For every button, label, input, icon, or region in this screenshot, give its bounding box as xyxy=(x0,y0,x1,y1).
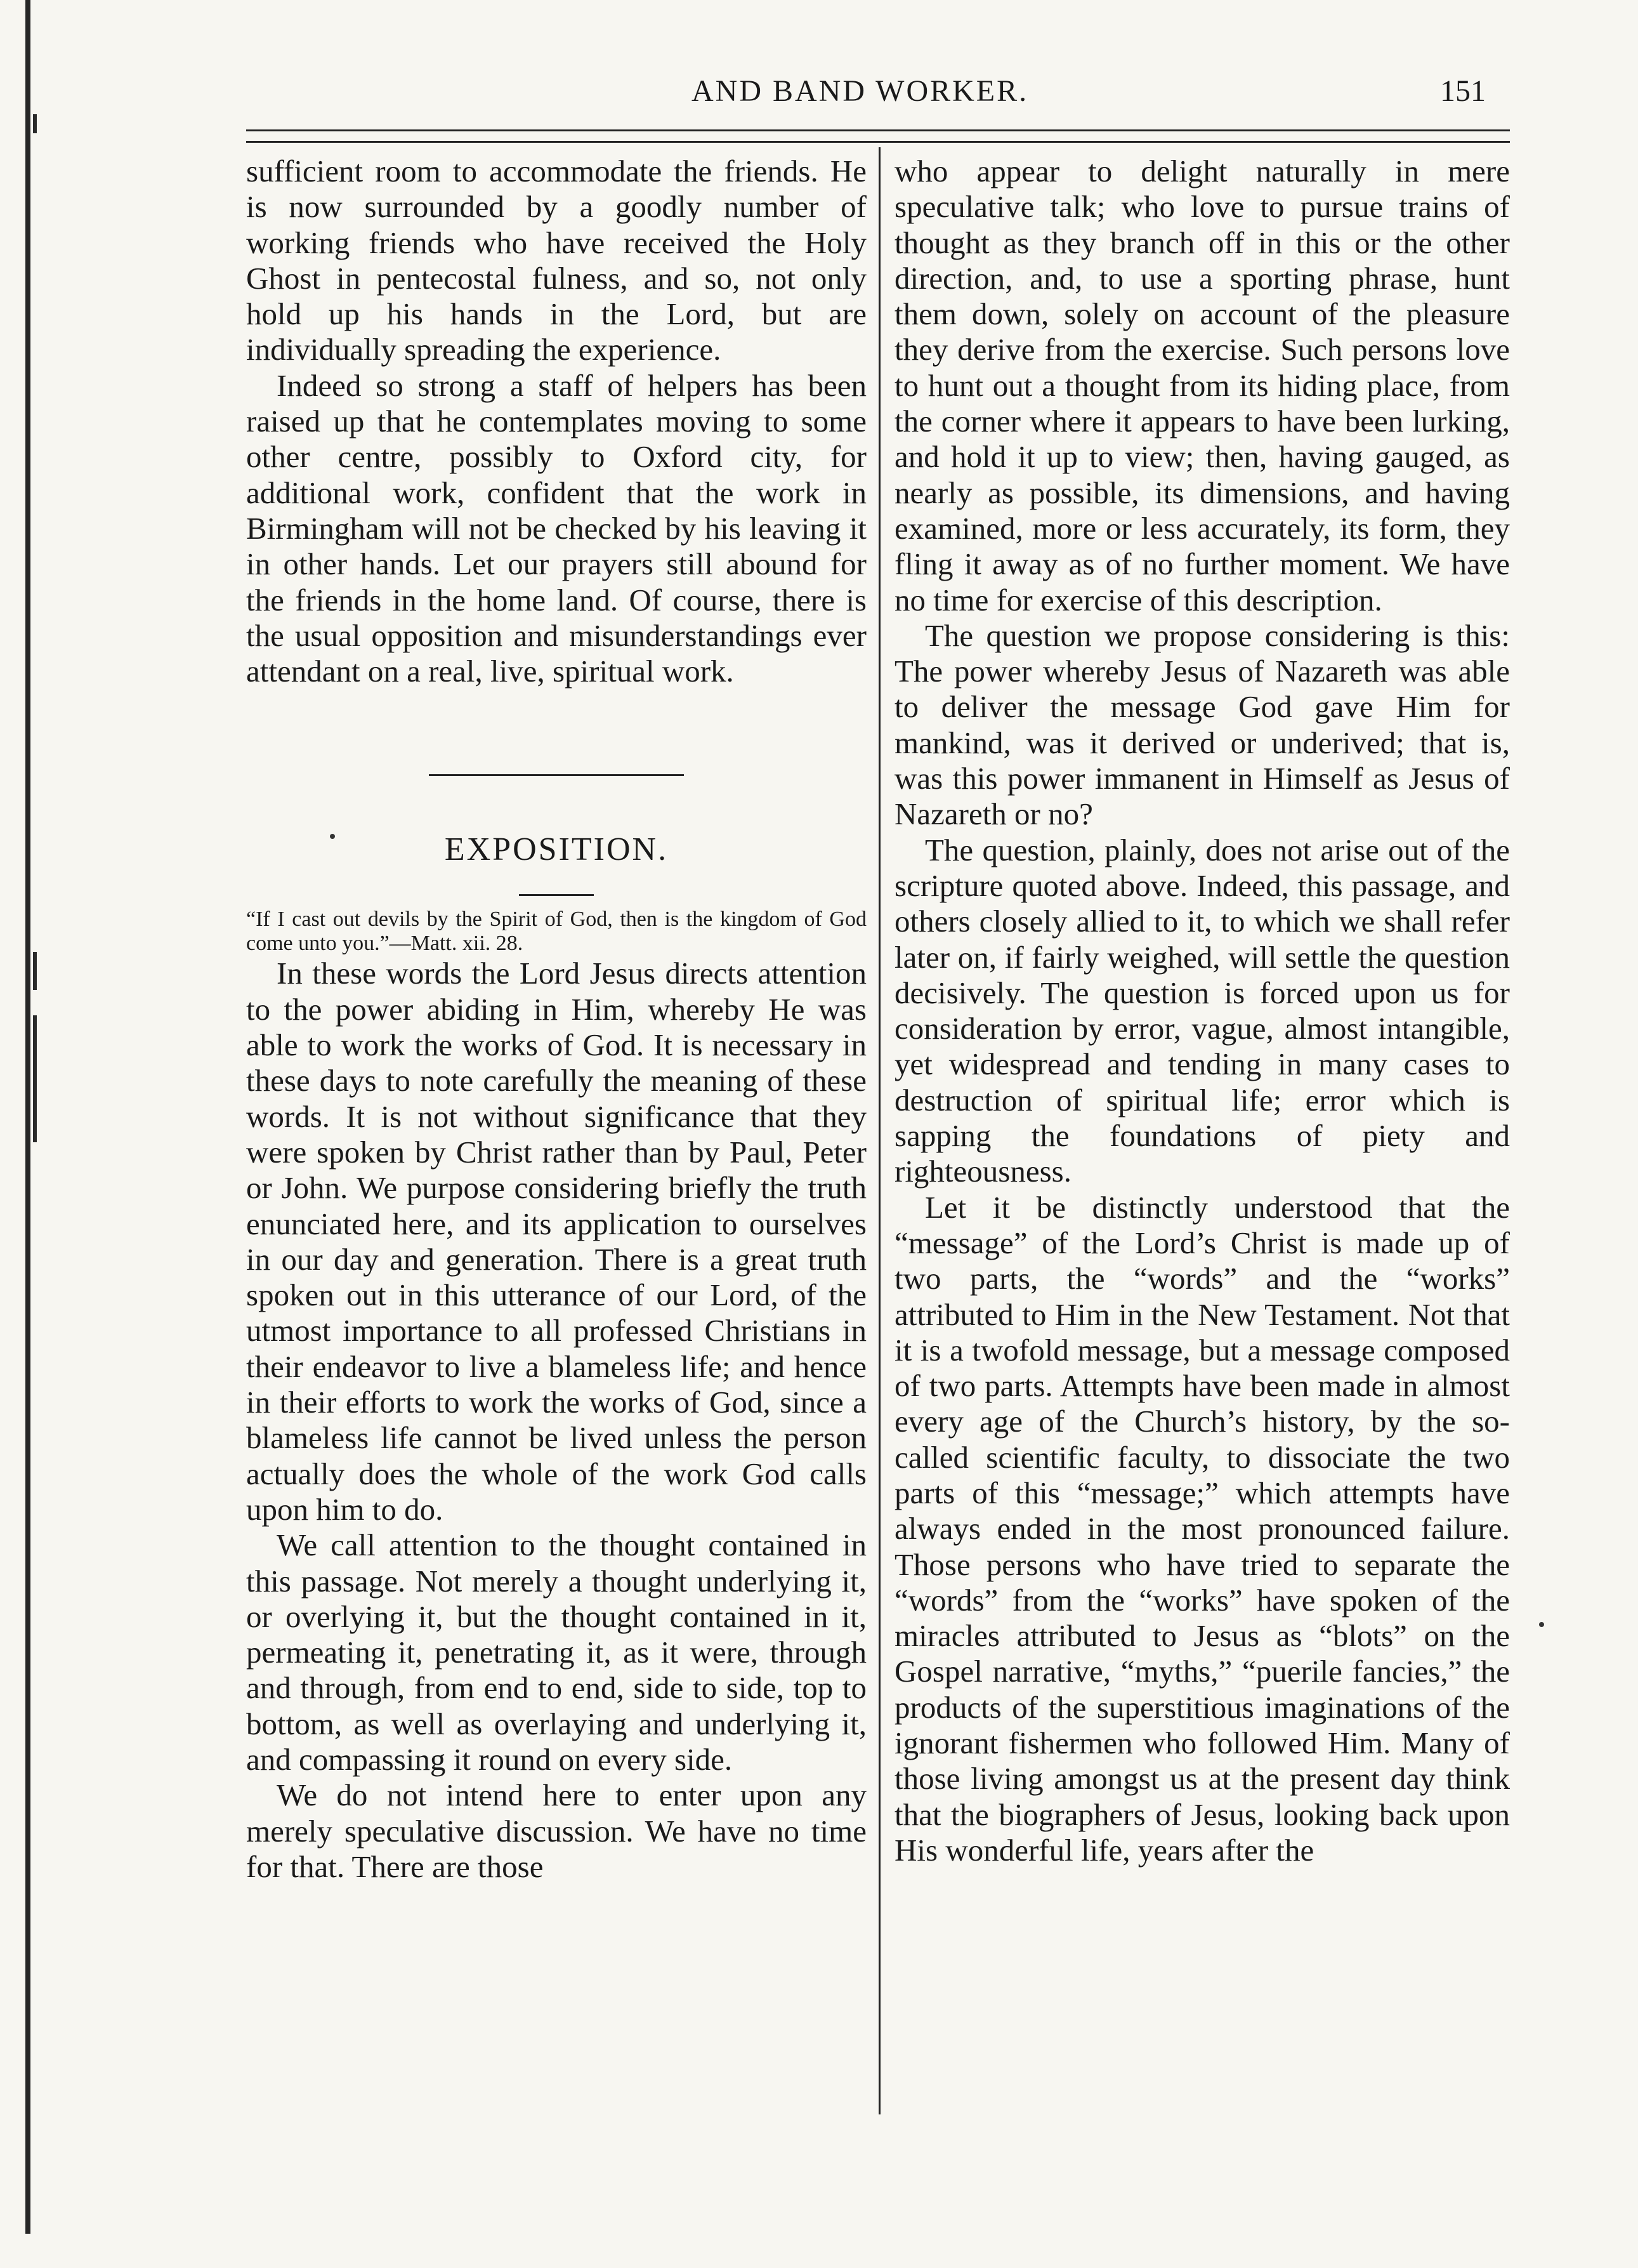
paragraph: In these words the Lord Jesus directs attention to the power abiding in Him, whereby He was able to work the works of God. It is necessary in these days to note carefully the meaning of these words. It is not without significance that they were spoken by Christ rather than by Paul, Peter or John. We purpose considering briefly the truth enunciated here, and its application to ourselves in our day and generation. There is a great truth spoken out in this utterance of our Lord, of the utmost importance to all professed Christians in their endeavor to live a blameless life; and hence in their efforts to work the works of God, since a blameless life cannot be lived unless the person actually does the whole of the work God calls upon him to do. xyxy=(246,956,867,1527)
heading-rule xyxy=(519,894,594,896)
page-binding-edge xyxy=(25,0,30,2234)
binding-mark xyxy=(33,114,37,133)
paragraph: Indeed so strong a staff of helpers has been raised up that he contemplates moving to some other centre, possibly to Oxford city, for additional work, confident that the work in Birmingham will not be checked by his leaving it in other hands. Let our prayers still abound for the friends in the home land. Of course, there is the usual opposition and misunderstandings ever attendant on a real, live, spiritual work. xyxy=(246,367,867,689)
paragraph: The question we propose considering is this: The power whereby Jesus of Nazareth was able to deliver the message God gave Him for mankind, was it derived or underived; that is, was this power immanent in Himself as Jesus of Nazareth or no? xyxy=(894,617,1510,832)
section-separator xyxy=(429,774,684,776)
paragraph: Let it be distinctly understood that the “message” of the Lord’s Christ is made up of two parts, the “words” and the “works” attributed to Him in the New Testament. Not that it is a twofold message, but a message composed of two parts. Attempts have been made in almost every age of the Church’s history, by the so-called scientific faculty, to dissociate the two parts of this “message;” which attempts have always ended in the most pronounced failure. Those persons who have tried to separate the “words” from the “works” have spoken of the miracles attributed to Jesus as “blots” on the Gospel narrative, “myths,” “puerile fancies,” the products of the superstitious imaginations of the ignorant fishermen who followed Him. Many of those living amongst us at the present day think that the biographers of Jesus, looking back upon His wonderful life, years after the xyxy=(894,1189,1510,1868)
running-head: AND BAND WORKER. xyxy=(691,74,1029,108)
header-rule-bottom xyxy=(246,141,1510,143)
epigraph: “If I cast out devils by the Spirit of God, then is the kingdom of God come unto you.”—Matt. xii. 28. xyxy=(246,907,867,956)
paragraph: We call attention to the thought contained in this passage. Not merely a thought underlying it, or overlying it, but the thought contained in it, permeating it, penetrating it, as it were, through and through, from end to end, side to side, top to bottom, as well as overlaying and underlying it, and compassing it round on every side. xyxy=(246,1527,867,1777)
section-heading: EXPOSITION. xyxy=(444,831,669,868)
page-number: 151 xyxy=(1440,74,1486,108)
paragraph: who appear to delight naturally in mere speculative talk; who love to pursue trains of thought as they branch off in this or the other direction, and, to use a sporting phrase, hunt them down, solely on account of the pleasure they derive from the exercise. Such persons love to hunt out a thought from its hiding place, from the corner where it appears to have been lurking, and hold it up to view; then, having gauged, as nearly as possible, its dimensions, and having examined, more or less accurately, its form, they fling it away as of no further moment. We have no time for exercise of this description. xyxy=(894,154,1510,617)
header-rule-top xyxy=(246,129,1510,131)
paragraph: We do not intend here to enter upon any merely speculative discussion. We have no time for that. There are those xyxy=(246,1777,867,1884)
paragraph: The question, plainly, does not arise out of the scripture quoted above. Indeed, this passage, and others closely allied to it, to which we shall refer later on, if fairly weighed, will settle the question decisively. The question is forced upon us for consideration by error, vague, almost intangible, yet widespread and tending in many cases to destruction of spiritual life; error which is sapping the foundations of piety and righteousness. xyxy=(894,832,1510,1189)
binding-mark xyxy=(33,952,37,990)
ink-speck xyxy=(330,834,335,839)
column-divider xyxy=(879,147,881,2114)
ink-speck xyxy=(1539,1622,1544,1627)
binding-mark xyxy=(33,1015,37,1142)
paragraph: sufficient room to accommodate the friends. He is now surrounded by a goodly number of working friends who have received the Holy Ghost in pentecostal fulness, and so, not only hold up his hands in the Lord, but are individually spreading the experience. xyxy=(246,154,867,367)
left-column xyxy=(246,154,867,1885)
right-column xyxy=(894,154,1510,1868)
